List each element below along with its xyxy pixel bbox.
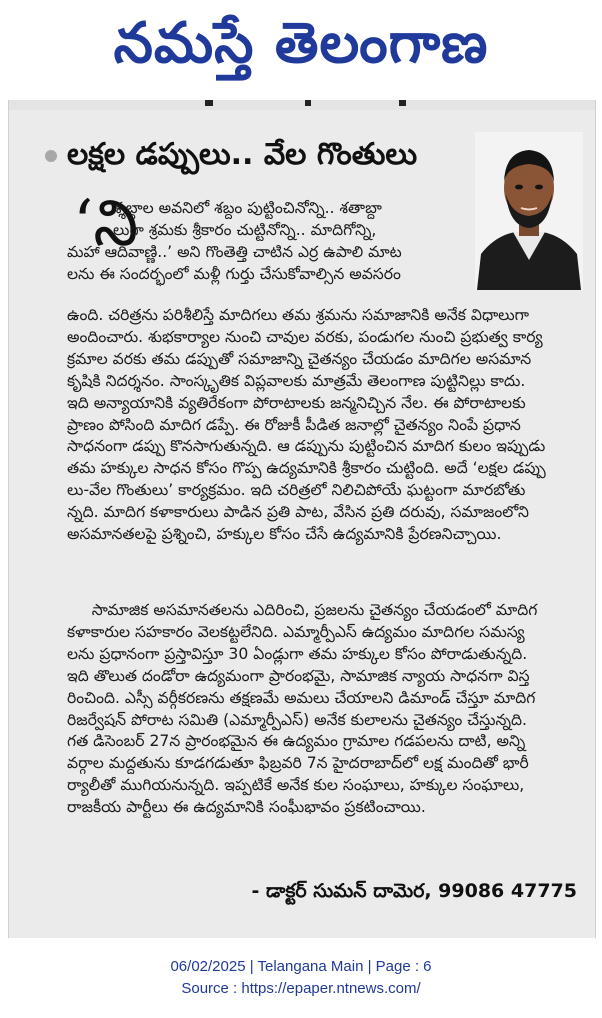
text-line: ఉంది. చరిత్రను పరిశీలిస్తే మాదిగలు తమ శ్రమను సమాజానికి అనేక విధాలుగా [67,306,529,324]
text-line: లను ప్రధానంగా ప్రస్తావిస్తూ 30 ఏండ్లుగా తమ హక్కుల కోసం పోరాడుతున్నది. [67,644,528,663]
text-line: లు-వేల గొంతులు’ కార్యక్రమం. ఇది చరిత్రలో నిలిచిపోయే ఘట్టంగా మారబోతు [67,481,526,500]
clipping-cut-edge [9,100,595,110]
text-line: ఇది అన్యాయానికి వ్యతిరేకంగా పోరాటాలకు జన్మనిచ్చిన నేల. ఈ పోరాటాలకు [67,393,526,412]
text-line: వర్గాల మద్దతును కూడగడుతూ ఫిబ్రవరి 7న హైదరాబాద్‌లో లక్ష మందితో భారీ [67,754,529,773]
cut-mark [399,100,406,106]
text-line: సామాజిక అసమానతలను ఎదిరించి, ప్రజలను చైతన్యం చేయడంలో మాదిగ [67,601,538,619]
newspaper-logo: నమస్తే తెలంగాణ [113,11,489,76]
text-line: కృషికి నిదర్శనం. సాంస్కృతిక విప్లవాలకు మాత్రమే తెలంగాణ పుట్టినిల్లు కాదు. [67,371,526,390]
headline-bullet-icon [45,150,57,162]
text-line: లుగా శ్రమకు శ్రీకారం చుట్టినోన్ని.. మాదిగోన్ని, [113,220,377,239]
text-line: తమ హక్కుల సాధన కోసం గొప్ప ఉద్యమానికి శ్రీకారం చుట్టింది. అదే ‘లక్షల డప్పు [67,459,546,478]
article-paragraph-1 [67,305,587,546]
text-line: మహా ఆదివాణ్ణి..’ అని గొంతెత్తి చాటిన ఎర్ర ఉపాలి మాట [67,242,402,261]
text-line: శ్శబ్దాల అవనిలో శబ్దం పుట్టించినోన్ని.. శతాబ్దా [113,199,382,217]
text-line: కళాకారుల సహకారం వెలకట్టలేనిది. ఎమ్మార్పీఎస్ ఉద్యమం మాదిగల సమస్య [67,622,525,641]
text-line: లను ఈ సందర్భంలో మళ్లీ గుర్తు చేసుకోవాల్సిన అవసరం [67,264,401,283]
text-line: రించింది. ఎస్సీ వర్గీకరణను తక్షణమే అమలు చేయాలని డిమాండ్ చేస్తూ మాదిగ [67,688,536,707]
edition-info: 06/02/2025 | Telangana Main | Page : 6 [170,958,432,975]
text-line: ర్యాలీతో ముగియనున్నది. ఇప్పటికే అనేక కుల సంఘాలు, హక్కుల సంఘాలు, [67,776,525,795]
drop-cap: ‘ని [73,187,139,261]
text-line: గత డిసెంబర్ 27న ప్రారంభమైన ఈ ఉద్యమం గ్రామాల గడపలను దాటి, అన్ని [67,732,526,751]
text-line: అసమానతలపై ప్రశ్నించి, హక్కుల కోసం చేసే ఉద్యమానికి ప్రేరణనిచ్చాయి. [67,525,502,544]
masthead [0,0,602,100]
article-paragraph-1-intro [67,198,587,286]
text-line: అందించారు. శుభకార్యాల నుంచి చావుల వరకు, పండుగల నుంచి ప్రభుత్వ కార్య [67,327,543,346]
text-line: న్నది. మాదిగ కళాకారులు పాడిన ప్రతి పాట, వేసిన ప్రతి దరువు, సమాజంలోని [67,503,529,522]
text-line: రిజర్వేషన్ పోరాట సమితి (ఎమ్మార్పీఎస్) అనేక కులాలను చైతన్యం చేస్తున్నది. [67,710,528,729]
text-line: ఇది తొలుత దండోరా ఉద్యమంగా ప్రారంభమై, సామాజిక న్యాయ సాధనగా విస్త [67,666,530,685]
text-line: క్రమాల వరకు తమ డప్పుతో సమాజాన్ని చైతన్యం చేయడం మాదిగల అసమాన [67,349,532,368]
article-headline: లక్షల డప్పులు.. వేల గొంతులు [67,137,418,172]
cut-mark [205,100,213,106]
article-paragraph-2 [67,600,587,819]
text-line: ప్రాణం పోసింది మాదిగ డప్పే. ఈ రోజుకీ పీడిత జనాల్లో చైతన్యం నింపే ప్రధాన [67,415,521,434]
text-line: సాధనంగా డప్పు కొనసాగుతున్నది. ఆ డప్పును పుట్టించిన మాదిగ కులం ఇప్పుడు [67,437,546,456]
article-clipping [8,100,596,938]
source-link[interactable]: Source : https://epaper.ntnews.com/ [181,980,421,997]
author-signature: - డాక్టర్ సుమన్ దామెర, 99086 47775 [251,880,577,902]
text-line: రాజకీయ పార్టీలు ఈ ఉద్యమానికి సంఘీభావం ప్రకటించాయి. [67,798,426,817]
cut-mark [305,100,311,106]
